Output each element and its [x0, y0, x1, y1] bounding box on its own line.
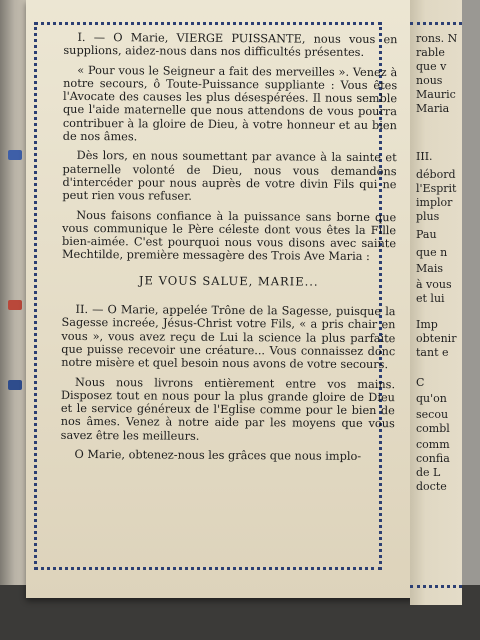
- paragraph: Nous nous livrons entièrement entre vos mains. Disposez tout en nous pour la plus grande gloire de Dieu et le service généreux de l'Eglise comme pour le bien de nos âmes. Venez à notre aide par les moyens que vous savez être les meilleurs.: [60, 375, 396, 443]
- cover-stripe: [8, 300, 22, 310]
- right-page-line: implor: [416, 196, 453, 209]
- paragraph: « Pour vous le Seigneur a fait des merveilles ». Venez à notre secours, ô Toute-Puissance suppliante : Vous êtes l'Avocate des causes les plus désespérées. Il nous semble que l'aide maternelle que nous attendons de vous pourra contribuer à la gloire de Dieu, à votre honneur et au bien de nos âmes.: [62, 63, 398, 144]
- paragraph: Nous faisons confiance à la puissance sans borne que vous communique le Père céleste dont vous êtes la Fille bien-aimée. C'est pourquoi nous vous disons avec sainte Mechtilde, première messagère des Trois Ave Maria :: [61, 208, 397, 264]
- right-page-line: Mauric: [416, 88, 456, 101]
- right-page-line: l'Esprit: [416, 182, 457, 195]
- right-page-line: Maria: [416, 102, 450, 115]
- right-page-line: C: [416, 376, 425, 389]
- section-numeral: I. — O Marie,: [77, 30, 177, 45]
- right-page-line: que v: [416, 60, 447, 73]
- right-page-line: obtenir: [416, 332, 457, 345]
- right-page-line: docte: [416, 480, 447, 493]
- right-page-line: qu'on: [416, 392, 447, 405]
- right-page-line: Imp: [416, 318, 438, 331]
- intro-text: nous vous en supplions, aidez-nous dans nos difficultés présentes.: [63, 32, 398, 60]
- right-page: [410, 0, 462, 605]
- right-page-line: à vous: [416, 278, 452, 291]
- right-page-line: Pau: [416, 228, 437, 241]
- right-page-line: combl: [416, 422, 450, 435]
- cover-stripe: [8, 150, 22, 160]
- cover-stripe: [8, 380, 22, 390]
- right-page-line: que n: [416, 246, 448, 259]
- right-page-line: rons. N: [416, 32, 458, 45]
- right-page-line: nous: [416, 74, 443, 87]
- right-page-line: comm: [416, 438, 450, 451]
- right-page-line: Mais: [416, 262, 443, 275]
- right-page-line: tant e: [416, 346, 449, 359]
- paragraph: Dès lors, en nous soumettant par avance à la sainte et paternelle volonté de Dieu, nous vous demandons d'intercéder pour nous auprès de votre divin Fils qui ne peut rien vous refuser.: [62, 149, 397, 204]
- section-2-intro: II. — O Marie, appelée Trône de la Sagesse, puisque la Sagesse increée, Jésus-Christ votre Fils, « a pris chair en vous », vous avez reçu de Lui la science la plus parfaite que puisse recevoir une créature... Vous connaissez donc notre misère et quel besoin nous avons de votre secours.: [61, 302, 396, 372]
- right-page-line: rable: [416, 46, 445, 59]
- right-page-line: débord: [416, 168, 456, 181]
- title-caps: VIERGE PUISSANTE,: [176, 31, 306, 46]
- section-1-intro: [63, 31, 397, 60]
- right-page-line: III.: [416, 150, 433, 163]
- salutation: JE VOUS SALUE, MARIE...: [138, 273, 319, 289]
- right-page-line: de L: [416, 466, 441, 479]
- right-page-line: secou: [416, 408, 449, 421]
- paragraph: O Marie, obtenez-nous les grâces que nous implo-: [74, 447, 362, 463]
- prayer-text: [60, 31, 397, 470]
- right-page-line: et lui: [416, 292, 445, 305]
- right-page-line: confia: [416, 452, 450, 465]
- right-page-line: plus: [416, 210, 440, 223]
